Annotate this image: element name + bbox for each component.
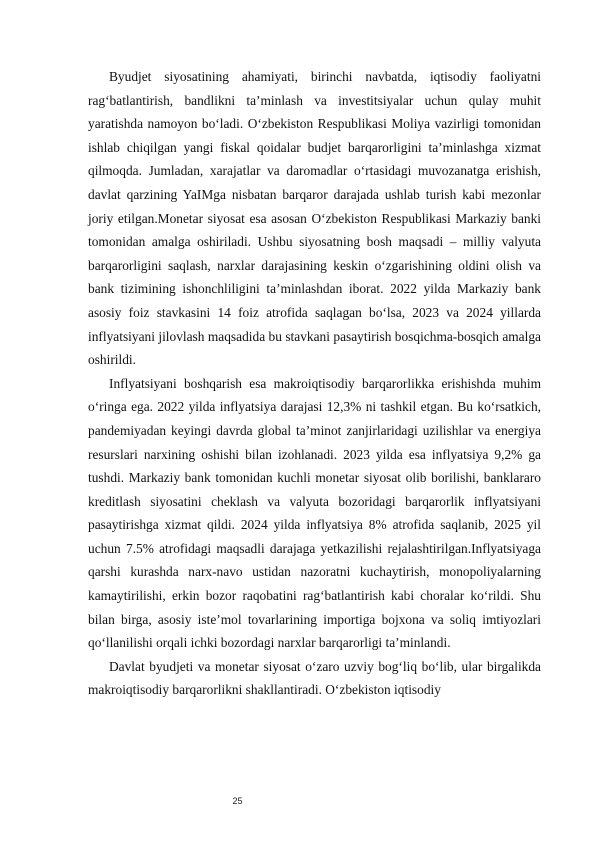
paragraph-inflation: Inflyatsiyani boshqarish esa makroiqtisodiy barqarorlikka erishishda muhim o‘ringa ega. 2022 yilda inflyatsiya darajasi 12,3% ni tashkil etgan. Bu ko‘rsatkich, pandemiyadan keyingi davrda global ta’minot zanjirlaridagi uzilishlar va energiya resurslari narxining oshishi bilan izohlanadi. 2023 yilda esa inflyatsiya 9,2% ga tushdi. Markaziy bank tomonidan kuchli monetar siyosat olib borilishi, banklararo kreditlash siyosatini cheklash va valyuta bozoridagi barqarorlik inflyatsiyani pasaytirishga xizmat qildi. 2024 yilda inflyatsiya 8% atrofida saqlanib, 2025 yil uchun 7.5% atrofidagi maqsadli darajaga yetkazilishi rejalashtirilgan.Inflyatsiyaga qarshi kurashda narx-navo ustidan nazoratni kuchaytirish, monopoliyalarning kamaytirilishi, erkin bozor raqobatini rag‘batlantirish kabi choralar ko‘rildi. Shu bilan birga, asosiy iste’mol tovarlarining importiga bojxona va soliq imtiyozlari qo‘llanilishi orqali ichki bozordagi narxlar barqarorligi ta’minlandi. xyxy=(88,375,541,651)
paragraph-budget-monetary: Byudjet siyosatining ahamiyati, birinchi navbatda, iqtisodiy faoliyatni rag‘batlantirish, bandlikni ta’minlash va investitsiyalar uchun qulay muhit yaratishda namoyon bo‘ladi. O‘zbekiston Respublikasi Moliya vazirligi tomonidan ishlab chiqilgan yangi fiskal qoidalar budjet barqarorligini ta’minlashga xizmat qilmoqda. Jumladan, xarajatlar va daromadlar o‘rtasidagi muvozanatga erishish, davlat qarzining YaIMga nisbatan barqaror darajada ushlab turish kabi mezonlar joriy etilgan.Monetar siyosat esa asosan O‘zbekiston Respublikasi Markaziy banki tomonidan amalga oshiriladi. Ushbu siyosatning bosh maqsadi – milliy valyuta barqarorligini saqlash, narxlar darajasining keskin o‘zgarishining oldini olish va bank tizimining ishonchliligini ta’minlashdan iborat. 2022 yilda Markaziy bank asosiy foiz stavkasini 14 foiz atrofida saqlagan bo‘lsa, 2023 va 2024 yillarda inflyatsiyani jilovlash maqsadida bu stavkani pasaytirish bosqichma-bosqich amalga oshirildi. xyxy=(88,69,541,368)
page-number: 25 xyxy=(232,796,243,806)
paragraph-budget-link: Davlat byudjeti va monetar siyosat o‘zaro uzviy bog‘liq bo‘lib, ular birgalikda makroiqtisodiy barqarorlikni shakllantiradi. O‘zbekiston iqtisodiy xyxy=(88,658,541,698)
body-text xyxy=(88,65,541,702)
